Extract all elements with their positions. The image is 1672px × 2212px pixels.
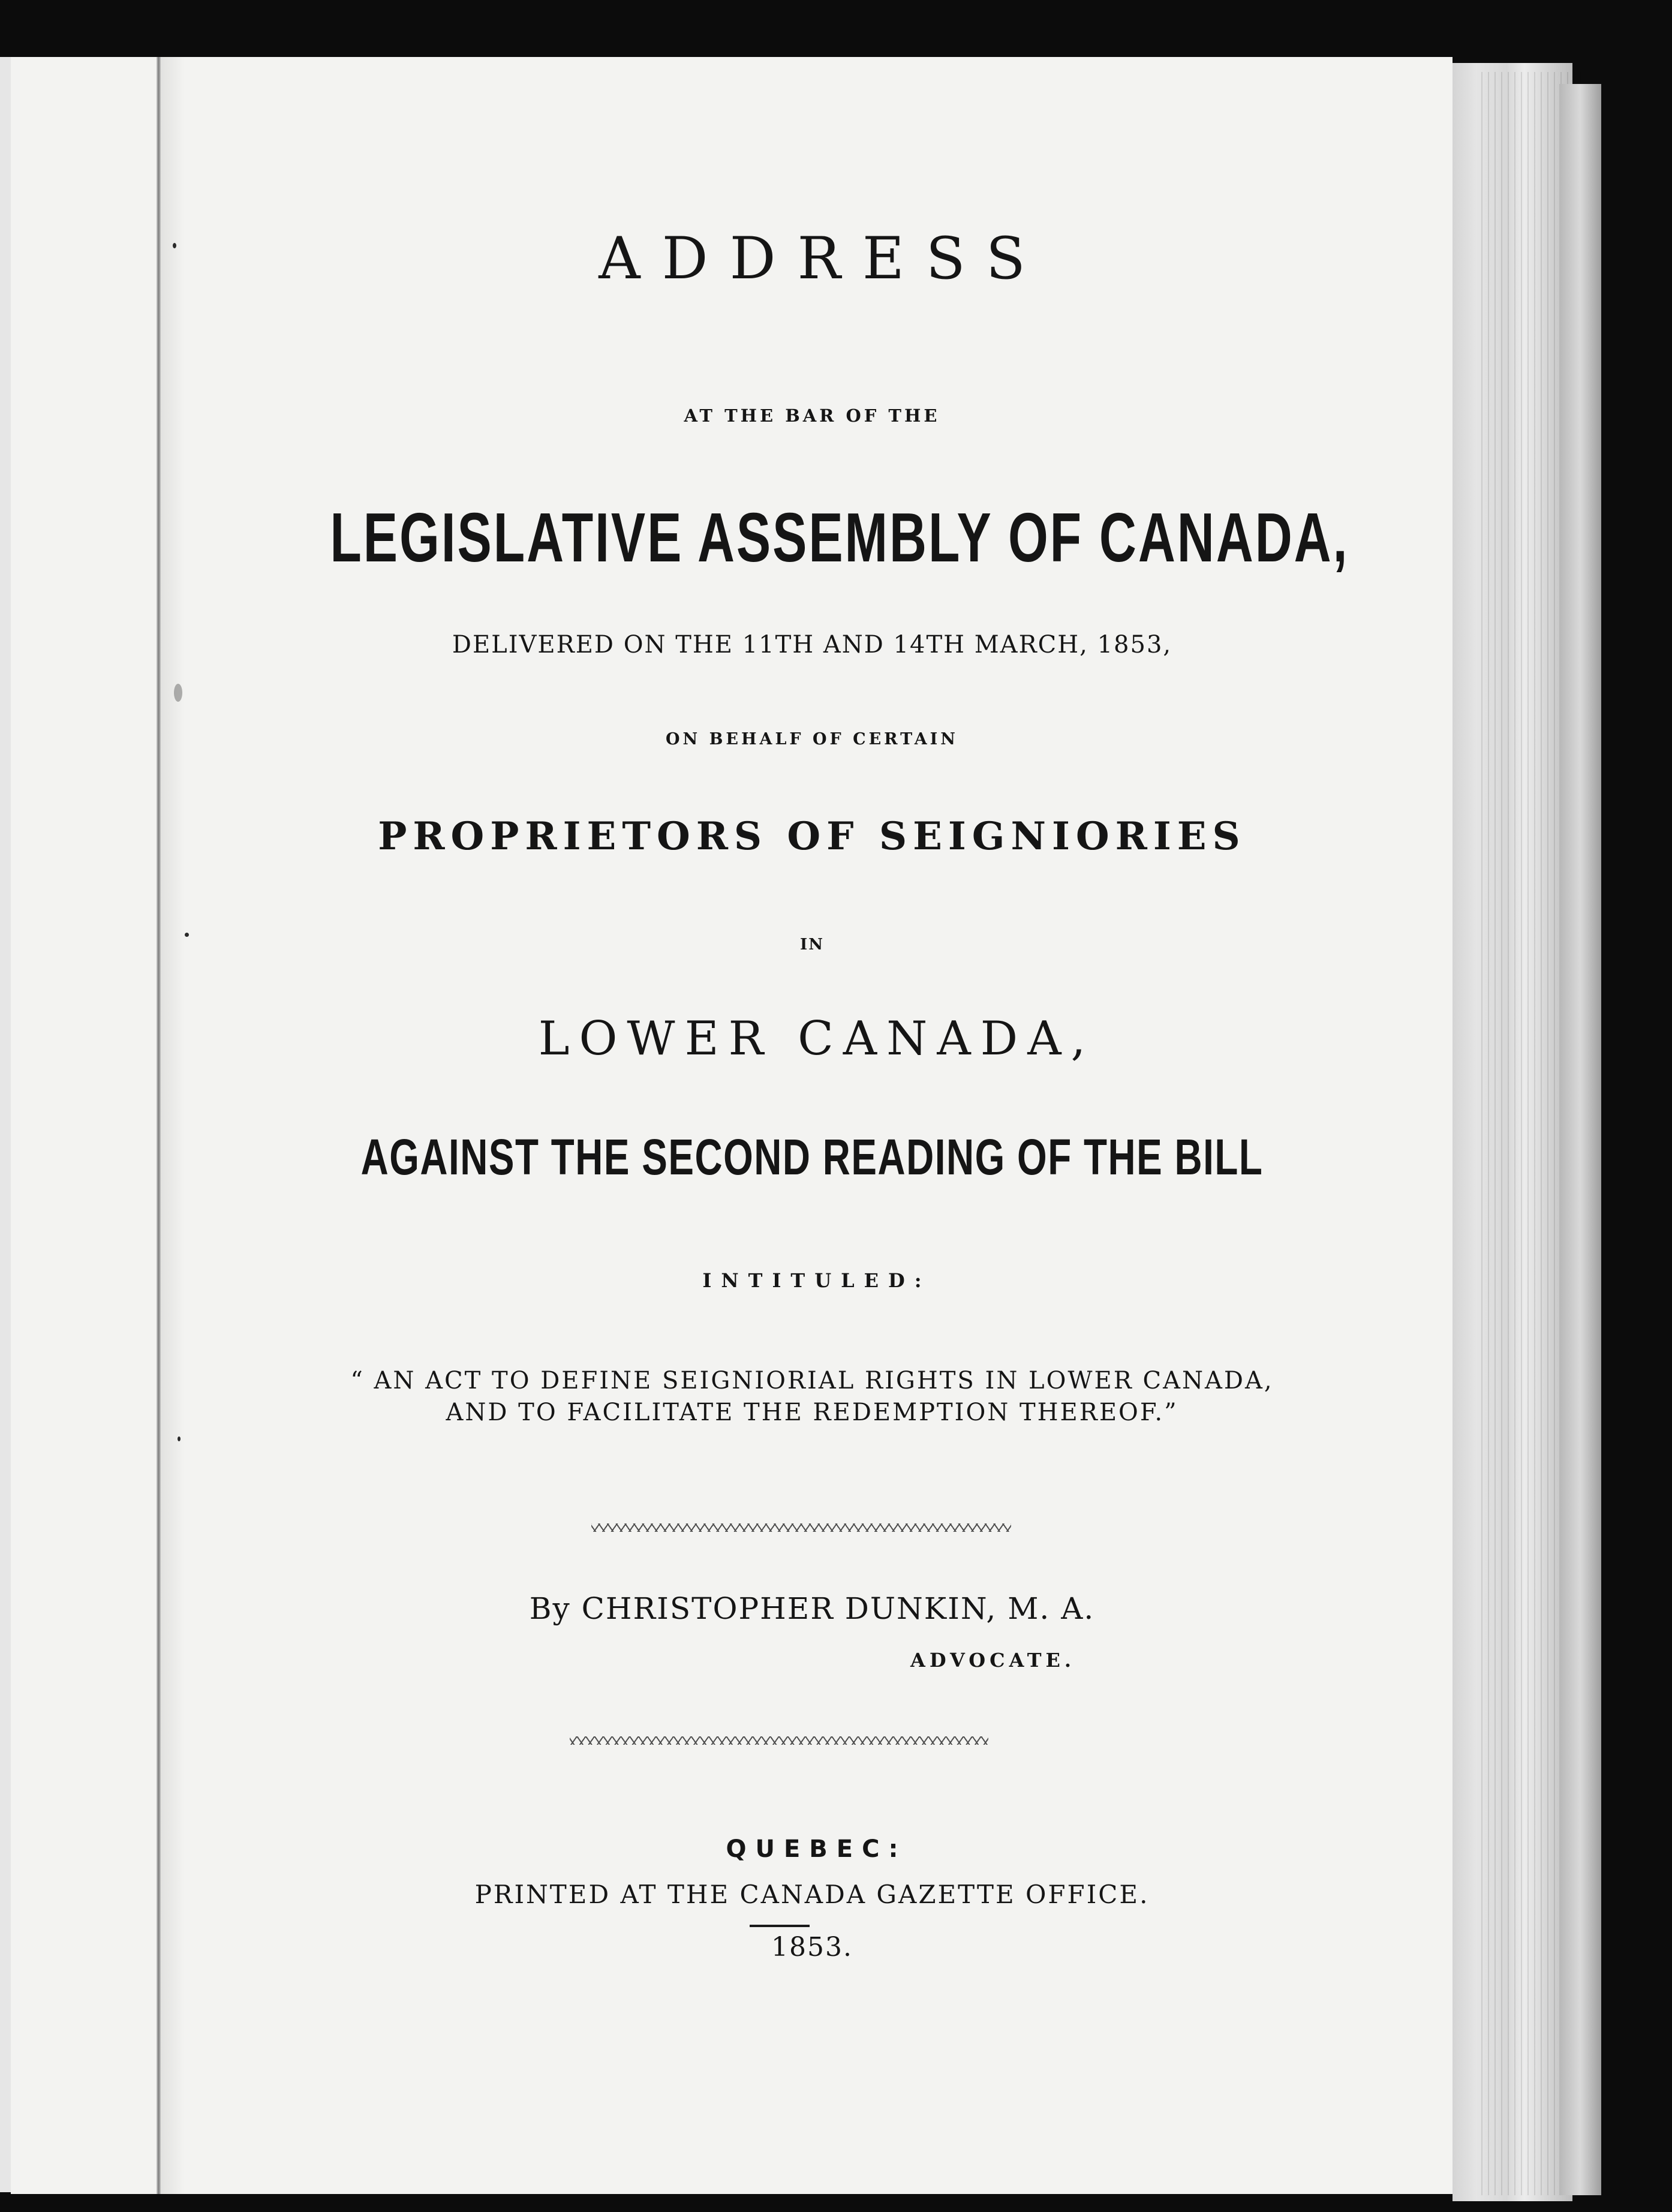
- intituled-label: INTITULED:: [702, 1269, 931, 1292]
- fore-edge-lip: [1559, 84, 1601, 2195]
- binding-gutter: [157, 57, 161, 2194]
- author-line: By CHRISTOPHER DUNKIN, M. A.: [529, 1591, 1095, 1626]
- decorative-rule-upper: [591, 1523, 1011, 1532]
- act-title-line-2: AND TO FACILITATE THE REDEMPTION THEREOF.”: [446, 1399, 1178, 1426]
- imprint-printer: PRINTED AT THE CANADA GAZETTE OFFICE.: [474, 1880, 1150, 1909]
- proprietors-title: PROPRIETORS OF SEIGNIORIES: [378, 814, 1246, 859]
- year-rule: [750, 1925, 810, 1927]
- imprint-year: 1853.: [771, 1932, 853, 1962]
- against-bill-title: AGAINST THE SECOND READING OF THE BILL: [360, 1129, 1264, 1185]
- behalf-line: ON BEHALF OF CERTAIN: [665, 730, 958, 749]
- author-title: ADVOCATE.: [910, 1649, 1076, 1672]
- assembly-title: LEGISLATIVE ASSEMBLY OF CANADA,: [330, 498, 1349, 576]
- lower-canada-title: LOWER CANADA,: [538, 1012, 1096, 1066]
- imprint-city: QUEBEC:: [726, 1835, 907, 1863]
- document-heading: ADDRESS: [599, 225, 1047, 292]
- subtitle-bar-line: AT THE BAR OF THE: [684, 405, 940, 426]
- title-page: [11, 57, 1453, 2194]
- decorative-rule-lower: [570, 1736, 988, 1745]
- previous-page-edge: [0, 57, 11, 2192]
- delivery-dates: DELIVERED ON THE 11TH AND 14TH MARCH, 1853,: [452, 631, 1172, 659]
- act-title-line-1: “ AN ACT TO DEFINE SEIGNIORIAL RIGHTS IN LOWER CANADA,: [350, 1367, 1274, 1394]
- title-page-text: [161, 57, 1463, 2194]
- in-word: IN: [800, 936, 824, 954]
